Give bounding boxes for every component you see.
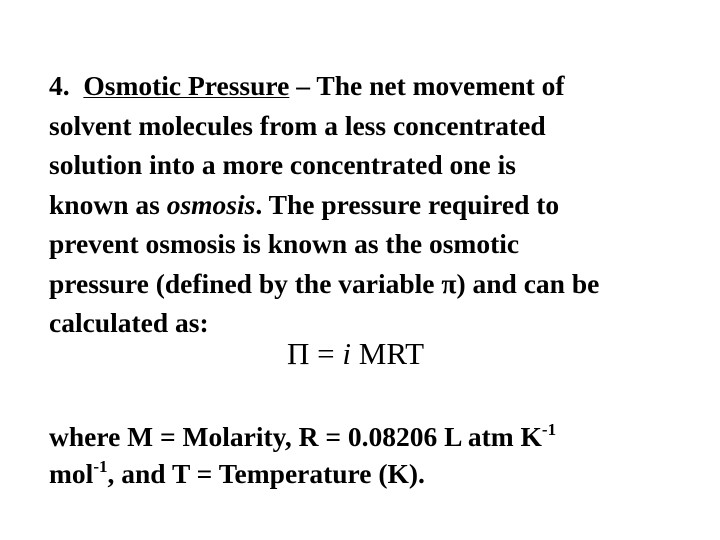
paragraph-line-4 xyxy=(49,185,709,225)
variable-definitions xyxy=(49,418,709,492)
vant-hoff-factor: i xyxy=(342,336,351,371)
mol-exponent: -1 xyxy=(93,457,108,476)
definitions-line-1-text: where M = Molarity, R = 0.08206 L atm K xyxy=(49,421,542,452)
mol-unit: mol xyxy=(49,458,94,489)
osmotic-pressure-paragraph xyxy=(49,66,709,343)
formula-expression xyxy=(287,334,424,374)
kelvin-exponent: -1 xyxy=(541,420,557,439)
paragraph-line-1 xyxy=(49,66,709,106)
line-4-after: . The pressure required to xyxy=(255,188,560,220)
line-4-before: known as xyxy=(49,188,167,220)
osmosis-term: osmosis xyxy=(166,188,256,220)
pi-symbol: π xyxy=(441,267,457,299)
line-6-before: pressure (defined by the variable xyxy=(49,267,442,299)
item-number: 4. xyxy=(49,70,70,101)
definitions-line-1 xyxy=(49,418,709,455)
definitions-line-2 xyxy=(49,455,709,492)
paragraph-line-3: solution into a more concentrated one is xyxy=(49,149,516,180)
paragraph-line-2: solvent molecules from a less concentrated xyxy=(49,109,546,141)
formula-rhs: MRT xyxy=(351,336,425,371)
line-6-after: ) and can be xyxy=(456,267,600,299)
paragraph-line-6 xyxy=(49,264,709,304)
paragraph-line-7: calculated as: xyxy=(49,307,209,338)
line-1-text: – The net movement of xyxy=(289,70,565,101)
section-heading: Osmotic Pressure xyxy=(83,70,290,101)
formula-lhs: Π = xyxy=(287,336,343,371)
definitions-line-2-rest: , and T = Temperature (K). xyxy=(107,458,425,489)
paragraph-line-5: prevent osmosis is known as the osmotic xyxy=(49,228,520,259)
